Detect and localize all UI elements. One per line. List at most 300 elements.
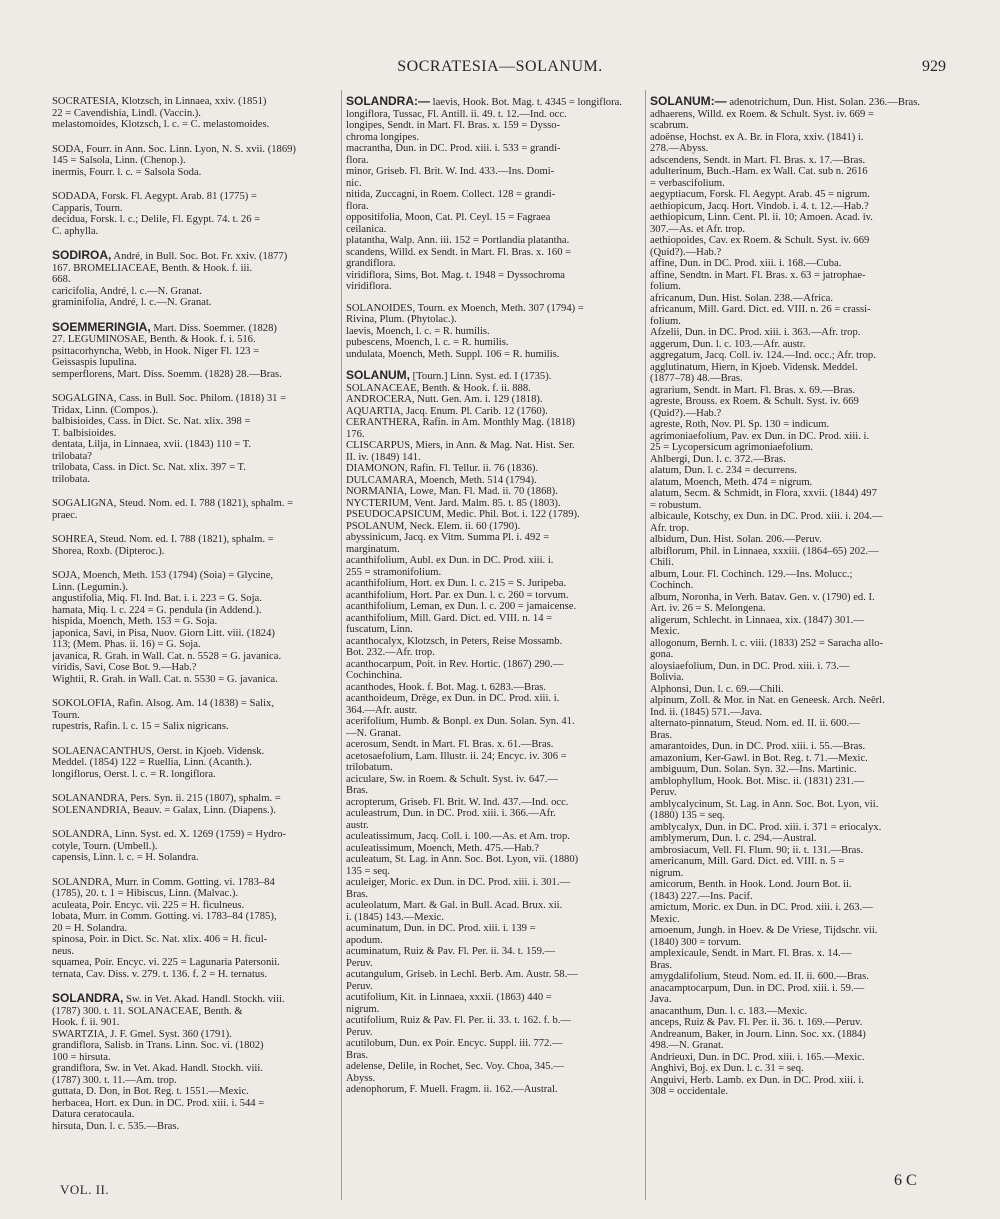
entry-text: Bot. 232.—Afr. trop. [346,647,435,658]
entry-line [650,212,950,224]
entry-line [52,250,337,263]
entry-text: Peruv. [346,957,373,969]
entry-text: agreste, Roth, Nov. Pl. Sp. 130 = indicum. [650,419,830,430]
entry-text: grandiflora, Sw. in Vet. Akad. Handl. Stockh. viii. [52,1063,263,1074]
entry-line [346,178,641,190]
entry-text: ambrosiacum, Vell. Fl. Flum. 90; ii. t. 131.—Bras. [650,844,864,856]
entry-line [650,362,950,374]
entry-text: (1843) 227.—Ins. Pacif. [650,890,753,902]
entry-line [650,477,950,489]
entry-text: Cochinch. [650,580,694,591]
entry-line [346,889,641,901]
entry-text: nigrum. [650,867,684,879]
entry-text: nigrum. [346,1003,380,1015]
entry-line [650,856,950,868]
entry-line [346,785,641,797]
entry-text: longiflora, Tussac, Fl. Antill. ii. 49. t. 12.—Ind. occ. [346,108,567,120]
entry-line [52,934,337,946]
entry-text: album, Noronha, in Verh. Batav. Gen. v. (1790) ed. I. [650,591,875,603]
entry-text: albiflorum, Phil. in Linnaea, xxxiii. (1864–65) 202.— [650,545,879,557]
entry-line [52,1098,337,1110]
entry-line [650,316,950,328]
entry-text: 167. BROMELIACEAE, Benth. & Hook. f. iii. [52,262,253,274]
entry-line [346,120,641,132]
entry-line [52,274,337,286]
entry-text: hirsuta, Dun. l. c. 535.—Bras. [52,1120,180,1132]
entry-text: herbacea, Hort. ex Dun. in DC. Prod. xiii. i. 544 = [52,1097,265,1109]
entry-text: SWARTZIA, J. F. Gmel. Syst. 360 (1791). [52,1028,232,1040]
entry-line [650,718,950,730]
entry-line [52,805,337,817]
entry-text: americanum, Mill. Gard. Dict. ed. VIII. n. 5 = [650,856,845,867]
entry-line [52,263,337,275]
entry-line [346,590,641,602]
entry-text: aethiopicum, Linn. Cent. Pl. ii. 10; Amoen. Acad. iv. [650,212,873,223]
dictionary-entry [52,698,337,733]
entry-text: 278.—Abyss. [650,143,709,154]
entry-text: SOLANANDRA, Pers. Syn. ii. 215 (1807), sphalm. = [52,793,281,804]
entry-line [346,670,641,682]
entry-text: ternata, Cav. Diss. v. 279. t. 136. f. 2 = H. ternatus. [52,968,267,980]
entry-heading: SODIROA, [52,250,112,262]
entry-text: apodum. [346,934,383,946]
entry-text: dentata, Lilja, in Linnaea, xvii. (1843) 110 = T. [52,439,252,450]
entry-text: amblymerum, Dun. l. c. 294.—Austral. [650,833,817,844]
entry-text: adulterinum, Buch.-Ham. ex Wall. Cat. sub n. 2616 [650,166,868,177]
entry-text: aethiopicum, Jacq. Hort. Vindob. i. 4. t. 12.—Hab.? [650,200,869,212]
entry-text: acanthifolium, Leman, ex Dun. l. c. 200 = jamaicense. [346,601,577,612]
entry-text: aggregatum, Jacq. Coll. iv. 124.—Ind. occ.; Afr. trop. [650,350,876,361]
entry-text: africanum, Mill. Gard. Dict. ed. VIII. n. 26 = crassi- [650,304,871,315]
entry-text: cotyle, Tourn. (Umbell.). [52,840,158,852]
entry-line [650,350,950,362]
entry-line [346,555,641,567]
entry-line [346,370,641,383]
entry-heading: SOEMMERINGIA, [52,321,151,334]
entry-text: alpinum, Zoll. & Mor. in Nat. en Geneesk. Arch. Neêrl. [650,695,885,706]
entry-text: alatum, Moench, Meth. 474 = nigrum. [650,476,813,488]
volume-label: VOL. II. [60,1182,110,1197]
entry-text: undulata, Moench, Meth. Suppl. 106 = R. humilis. [346,348,560,360]
entry-text: balbisioides, Cass. in Dict. Sc. Nat. xlix. 398 = [52,416,251,427]
entry-text: scandens, Willd. ex Sendt. in Mart. Fl. Bras. x. 160 = [346,246,572,258]
entry-line [650,109,950,121]
entry-line [346,96,641,109]
entry-line [650,155,950,167]
entry-text: aculeatissimum, Moench, Meth. 475.—Hab.? [346,842,539,854]
entry-text: Meddel. (1854) 122 = Ruellia, Linn. (Acanth.). [52,757,252,768]
entry-line [346,1004,641,1016]
entry-text: javanica, R. Grah. in Wall. Cat. n. 5528 = G. javanica. [52,650,282,662]
entry-text: 498.—N. Granat. [650,1040,724,1051]
entry-text: acuminatum, Ruiz & Pav. Fl. Per. ii. 34. t. 159.— [346,946,556,957]
entry-line [52,510,337,522]
dictionary-entry [52,746,337,781]
entry-text: Datura ceratocaula. [52,1109,135,1120]
entry-text: Andreanum, Baker, in Journ. Linn. Soc. xx. (1884) [650,1028,866,1040]
entry-text: acanthifolium, Aubl. ex Dun. in DC. Prod. xiii. i. [346,555,554,566]
dictionary-entry [52,250,337,309]
entry-line [52,674,337,686]
entry-text: amygdalifolium, Steud. Nom. ed. II. ii. 600.—Bras. [650,971,869,982]
signature-mark: 6 C [894,1172,917,1189]
entry-line [650,971,950,983]
entry-line [52,534,337,546]
entry-text: SOLANACEAE, Benth. & Hook. f. ii. 888. [346,382,531,394]
entry-line [650,960,950,972]
entry-line [346,201,641,213]
entry-text: Tourn. [52,709,80,721]
dictionary-entry [346,96,641,293]
entry-line [650,787,950,799]
entry-line [52,226,337,238]
entry-line [346,1050,641,1062]
entry-text: T. balbisioides. [52,427,117,439]
entry-text: aculeatum, St. Lag. in Ann. Soc. Bot. Lyon, vii. (1880) [346,854,579,865]
entry-line [346,659,641,671]
entry-line [650,534,950,546]
entry-line [346,981,641,993]
entry-line [650,1063,950,1075]
entry-line [346,693,641,705]
entry-text: anacanthum, Dun. l. c. 183.—Mexic. [650,1005,808,1017]
entry-text: aculeata, Poir. Encyc. vii. 225 = H. ficulneus. [52,899,245,911]
entry-line [346,992,641,1004]
entry-text: Bras. [346,785,369,796]
entry-text: i. (1845) 143.—Mexic. [346,911,444,923]
entry-text: (1787) 300. t. 11. SOLANACEAE, Benth. & [52,1005,243,1017]
entry-text: Afr. trop. [650,522,690,534]
entry-text: acanthocalyx, Klotzsch, in Peters, Reise Mossamb. [346,635,563,647]
entry-line [650,546,950,558]
entry-text: amblycalycinum, St. Lag. in Ann. Soc. Bot. Lyon, vii. [650,798,879,810]
entry-text: CERANTHERA, Rafin. in Am. Monthly Mag. (1818) [346,417,575,428]
entry-text: Linn. (Legumin.). [52,581,128,593]
entry-line [650,1075,950,1087]
entry-text: semperflorens, Mart. Diss. Soemm. (1828) 28.—Bras. [52,368,282,380]
entry-line [650,799,950,811]
entry-line [650,925,950,937]
entry-line [650,258,950,270]
entry-line [346,463,641,475]
dictionary-entry [52,144,337,179]
entry-text: Cochinchina. [346,670,403,681]
entry-line [52,462,337,474]
entry-line [346,521,641,533]
entry-text: praec. [52,509,78,521]
entry-text: adscendens, Sendt. in Mart. Fl. Bras. x. 17.—Bras. [650,154,866,166]
entry-line [650,396,950,408]
entry-line [52,662,337,674]
entry-line [52,416,337,428]
dictionary-entry [52,322,337,381]
entry-text: (1787) 300. t. 11.—Am. trop. [52,1074,177,1086]
entry-text: Bras. [346,888,369,900]
entry-text: anacamptocarpum, Dun. in DC. Prod. xiii. i. 59.— [650,982,865,994]
entry-line [650,707,950,719]
entry-text: longiflorus, Oerst. l. c. = R. longiflora. [52,768,216,780]
entry-text: Bras. [346,1049,369,1061]
entry-line [346,281,641,293]
entry-line [650,615,950,627]
entry-text: decidua, Forsk. l. c.; Delile, Fl. Egypt. 74. t. 26 = [52,214,261,225]
entry-line [650,649,950,661]
entry-text: Afzelii, Dun. in DC. Prod. xiii. i. 363.—Afr. trop. [650,327,861,338]
entry-line [650,1017,950,1029]
entry-line [346,567,641,579]
entry-text: agglutinatum, Hiern, in Kjoeb. Vidensk. Meddel. [650,361,858,373]
entry-line [650,178,950,190]
entry-text: album, Lour. Fl. Cochinch. 129.—Ins. Molucc.; [650,568,853,580]
entry-text: CLISCARPUS, Miers, in Ann. & Mag. Nat. Hist. Ser. [346,440,575,451]
entry-text: Mexic. [650,913,680,925]
entry-text: alatum, Secm. & Schmidt, in Flora, xxvii. (1844) 497 [650,488,877,499]
entry-text: amblophyllum, Hook. Bot. Misc. ii. (1831) 231.— [650,775,865,787]
entry-line [346,682,641,694]
page-header [0,58,1000,82]
entry-line [650,695,950,707]
entry-text: lobata, Murr. in Comm. Gotting. vi. 1783–84 (1785), [52,911,277,922]
entry-line [346,831,641,843]
entry-text: affine, Dun. in DC. Prod. xiii. i. 168.—Cuba. [650,258,842,269]
entry-line [650,868,950,880]
entry-line [650,603,950,615]
entry-line [52,346,337,358]
entry-line [52,582,337,594]
entry-line [650,408,950,420]
entry-text: caricifolia, André, l. c.—N. Granat. [52,285,203,297]
entry-text: amarantoides, Dun. in DC. Prod. xiii. i. 55.—Bras. [650,741,866,752]
entry-line [650,385,950,397]
entry-line [52,888,337,900]
entry-line [52,923,337,935]
entry-line [650,442,950,454]
entry-text: minor, Griseb. Fl. Brit. W. Ind. 433.—Ins. Domi- [346,166,555,177]
entry-text: Ind. ii. (1845) 571.—Java. [650,706,763,718]
entry-text: trilobatum. [346,762,393,773]
entry-heading: SOLANDRA:— [346,96,430,108]
entry-line [346,716,641,728]
entry-text: 27. LEGUMINOSAE, Benth. & Hook. f. i. 516. [52,334,256,345]
entry-line [346,452,641,464]
entry-line [346,636,641,648]
entry-line [650,994,950,1006]
entry-line [52,1017,337,1029]
entry-line [52,1109,337,1121]
entry-line [650,247,950,259]
entry-line [346,212,641,224]
entry-text: agrimoniaefolium, Pav. ex Dun. in DC. Prod. xiii. i. [650,430,870,442]
entry-text: Andrieuxi, Dun. in DC. Prod. xiii. i. 165.—Mexic. [650,1051,865,1063]
entry-line [346,866,641,878]
page-number: 929 [922,58,946,75]
entry-text: laevis, Moench, l. c. = R. humilis. [346,325,490,337]
entry-text: DIAMONON, Rafin. Fl. Tellur. ii. 76 (1836). [346,463,539,474]
entry-line [346,923,641,935]
entry-line [52,698,337,710]
entry-line [650,270,950,282]
entry-text: abyssinicum, Jacq. ex Vitm. Summa Pl. i. 492 = [346,532,550,543]
entry-line [346,224,641,236]
entry-line [52,911,337,923]
entry-text: SOKOLOFIA, Rafin. Alsog. Am. 14 (1838) = Salix, [52,698,274,709]
entry-text: acerosum, Sendt. in Mart. Fl. Bras. x. 61.—Bras. [346,739,554,750]
dictionary-entry [52,829,337,864]
entry-line [650,914,950,926]
entry-text: acutangulum, Griseb. in Lechl. Berb. Am. Austr. 58.— [346,969,578,980]
entry-line [650,557,950,569]
entry-text: africanum, Dun. Hist. Solan. 238.—Africa. [650,292,833,304]
entry-line [650,937,950,949]
entry-text: = robustum. [650,499,702,511]
entry-text: angustifolia, Miq. Fl. Ind. Bat. i. i. 223 = G. Soja. [52,593,262,604]
entry-line [346,109,641,121]
entry-line [52,428,337,440]
entry-line [52,203,337,215]
entry-text: inermis, Fourr. l. c. = Salsola Soda. [52,166,202,178]
entry-line [52,546,337,558]
entry-line [52,769,337,781]
entry-line [650,983,950,995]
entry-line [346,406,641,418]
entry-line [346,958,641,970]
entry-line [346,349,641,361]
entry-text: PSOLANUM, Neck. Elem. ii. 60 (1790). [346,520,521,532]
entry-line [346,877,641,889]
entry-line [346,808,641,820]
entry-text: aggerum, Dun. l. c. 103.—Afr. austr. [650,338,806,350]
entry-line [52,1040,337,1052]
entry-line [52,369,337,381]
entry-text: 22 = Cavendishia, Lindl. (Vaccin.). [52,107,201,119]
entry-line [52,144,337,156]
entry-text: chroma longipes. [346,131,419,143]
entry-line [650,902,950,914]
entry-line [52,474,337,486]
entry-text: laevis, Hook. Bot. Mag. t. 4345 = longiflora. [432,97,622,108]
entry-text: folium. [650,281,681,292]
entry-text: longipes, Sendt. in Mart. Fl. Bras. x. 159 = Dysso- [346,120,561,131]
entry-text: 25 = Lycopersicum agrimoniaefolium. [650,442,814,453]
entry-line [650,96,950,109]
entry-text: psittacorhyncha, Webb, in Hook. Niger Fl. 123 = [52,345,260,357]
entry-line [52,334,337,346]
entry-text: hispida, Moench, Meth. 153 = G. Soja. [52,616,218,627]
entry-line [346,337,641,349]
entry-line [650,626,950,638]
entry-line [650,592,950,604]
entry-text: albidum, Dun. Hist. Solan. 206.—Peruv. [650,534,822,545]
entry-line [52,993,337,1006]
entry-text: SOGALGINA, Cass. in Bull. Soc. Philom. (1818) 31 = [52,393,287,404]
entry-text: guttata, D. Don, in Bot. Reg. t. 1551.—Mexic. [52,1086,249,1097]
entry-line [650,672,950,684]
entry-text: austr. [346,819,369,831]
entry-text: fuscatum, Linn. [346,624,413,635]
dictionary-entry [52,993,337,1132]
entry-text: anceps, Ruiz & Pav. Fl. Per. ii. 36. t. 169.—Peruv. [650,1017,863,1028]
entry-line [346,1084,641,1096]
entry-text: Rivina, Plum. (Phytolac.). [346,314,457,325]
entry-text: Alphonsi, Dun. l. c. 69.—Chili. [650,683,784,695]
entry-text: amicorum, Benth. in Hook. Lond. Journ Bot. ii. [650,879,852,890]
entry-text: aligerum, Schlecht. in Linnaea, xix. (1847) 301.— [650,614,864,626]
entry-line [346,143,641,155]
entry-text: amblycalyx, Dun. in DC. Prod. xiii. i. 371 = eriocalyx. [650,821,882,833]
entry-line [346,969,641,981]
column-2 [346,96,641,1106]
entry-line [650,373,950,385]
entry-line [346,843,641,855]
entry-line [650,339,950,351]
entry-text: SOJA, Moench, Meth. 153 (1794) (Soia) = Glycine, [52,570,274,581]
dictionary-entry [346,303,641,361]
entry-text: 255 = stramonifolium. [346,566,442,578]
entry-line [52,498,337,510]
entry-text: rupestris, Rafin. l. c. 15 = Salix nigricans. [52,721,229,732]
entry-text: SODA, Fourr. in Ann. Soc. Linn. Lyon, N. S. xvii. (1869) [52,143,296,155]
entry-text: marginatum. [346,543,400,555]
entry-line [346,475,641,487]
entry-line [346,235,641,247]
entry-heading: SOLANUM, [346,370,410,382]
entry-line [52,570,337,582]
entry-line [650,281,950,293]
entry-line [346,1027,641,1039]
entry-text: Shorea, Roxb. (Dipteroc.). [52,545,165,557]
entry-text: aculeatissimum, Jacq. Coll. i. 100.—As. et Am. trop. [346,831,570,842]
entry-text: neus. [52,945,75,957]
entry-text: André, in Bull. Soc. Bot. Fr. xxiv. (1877) [113,251,288,262]
entry-line [52,1086,337,1098]
entry-line [346,429,641,441]
entry-line [650,776,950,788]
entry-text: DULCAMARA, Moench, Meth. 514 (1794). [346,474,537,486]
entry-line [346,601,641,613]
entry-text: japonica, Savi, in Pisa, Nuov. Giorn Litt. viii. (1824) [52,627,275,639]
entry-line [346,751,641,763]
entry-line [52,829,337,841]
entry-line [52,793,337,805]
entry-text: [Tourn.] Linn. Syst. ed. I (1735). [412,371,552,382]
entry-line [650,143,950,155]
entry-line [52,900,337,912]
entry-line [346,155,641,167]
entry-text: Mart. Diss. Soemmer. (1828) [153,322,277,334]
entry-text: squamea, Poir. Encyc. vi. 225 = Lagunaria Patersonii. [52,957,280,968]
entry-line [52,1052,337,1064]
entry-text: allogonum, Bernh. l. c. viii. (1833) 252 = Saracha allo- [650,637,884,649]
entry-line [650,1006,950,1018]
entry-text: aegyptiacum, Forsk. Fl. Aegypt. Arab. 45 = nigrum. [650,189,870,200]
entry-line [346,189,641,201]
entry-text: aloysiaefolium, Dun. in DC. Prod. xiii. i. 73.— [650,660,850,672]
entry-text: nitida, Zuccagni, in Roem. Collect. 128 = grandi- [346,189,556,200]
entry-text: 364.—Afr. austr. [346,704,418,716]
entry-line [650,764,950,776]
entry-line [346,1073,641,1085]
entry-line [650,580,950,592]
entry-line [346,544,641,556]
entry-line [346,935,641,947]
entry-text: Java. [650,994,672,1005]
entry-text: 145 = Salsola, Linn. (Chenop.). [52,155,186,166]
entry-text: folium. [650,315,681,327]
entry-text: (1785), 20. t. 1 = Hibiscus, Linn. (Malvac.). [52,888,239,899]
entry-text: Mexic. [650,626,680,637]
entry-text: scabrum. [650,120,689,131]
entry-line [346,258,641,270]
